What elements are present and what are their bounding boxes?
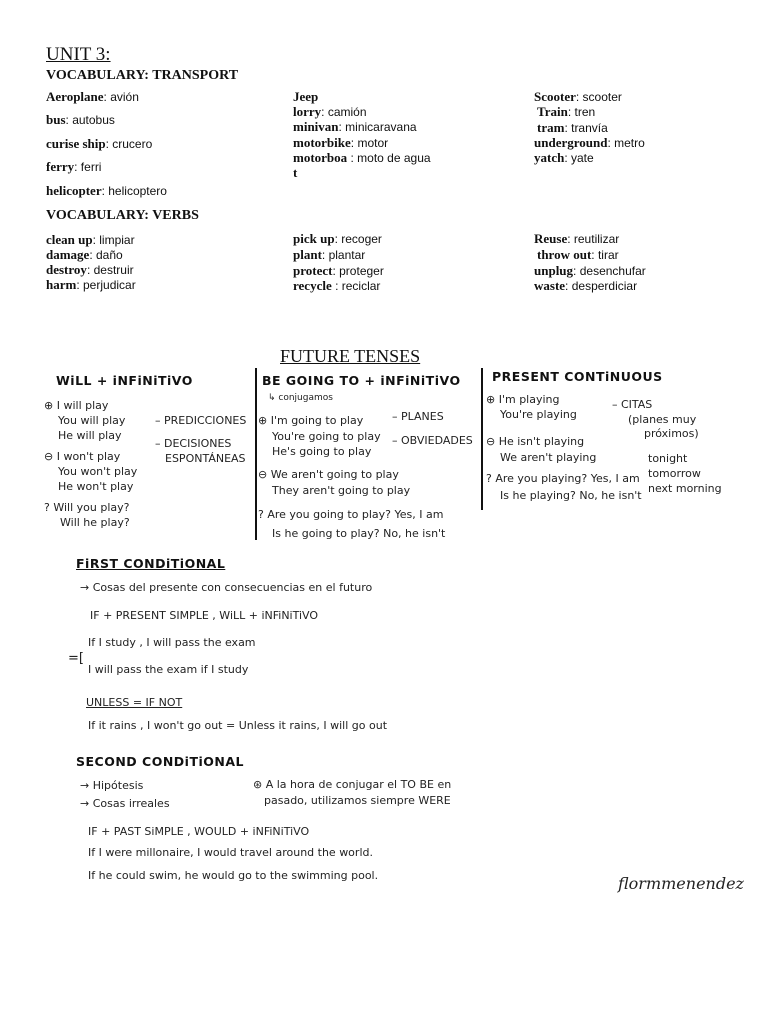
verb-item: recycle : reciclar xyxy=(293,278,381,293)
will-line: ⊖ I won't play xyxy=(44,450,121,463)
equals-bracket: =[ xyxy=(68,651,84,666)
transport-item: tram: tranvía xyxy=(537,120,608,135)
transport-item: t xyxy=(293,165,298,180)
unit-title: UNIT 3: xyxy=(46,44,111,65)
verb-item: waste: desperdiciar xyxy=(534,278,638,293)
verb-item: Reuse: reutilizar xyxy=(534,231,620,246)
present-cont-note: próximos) xyxy=(644,427,699,440)
transport-item: curise ship: crucero xyxy=(46,136,153,151)
will-line: You won't play xyxy=(58,465,138,478)
second-conditional-note: ⊛ A la hora de conjugar el TO BE en xyxy=(253,778,452,791)
going-to-line: Is he going to play? No, he isn't xyxy=(272,527,446,540)
going-to-sub: ↳ conjugamos xyxy=(268,393,333,403)
first-conditional-line: I will pass the exam if I study xyxy=(88,663,249,676)
will-line: You will play xyxy=(58,414,126,427)
present-cont-line: We aren't playing xyxy=(500,451,597,464)
signature: flormmenendez xyxy=(618,874,744,893)
going-to-line: ⊕ I'm going to play xyxy=(258,414,364,427)
transport-item: Jeep xyxy=(293,89,319,104)
will-line: He will play xyxy=(58,429,122,442)
present-cont-note: (planes muy xyxy=(628,413,697,426)
verb-item: unplug: desenchufar xyxy=(534,263,646,278)
verb-item: destroy: destruir xyxy=(46,262,134,277)
transport-item: Aeroplane: avión xyxy=(46,89,139,104)
present-cont-note: – CITAS xyxy=(612,398,653,411)
second-conditional-line: IF + PAST SiMPLE , WOULD + iNFiNiTiVO xyxy=(88,825,310,838)
present-cont-line: Is he playing? No, he isn't xyxy=(500,489,642,502)
first-conditional-line: → Cosas del presente con consecuencias en el futuro xyxy=(80,581,373,594)
first-conditional-line: If it rains , I won't go out = Unless it rains, I will go out xyxy=(88,719,388,732)
going-to-line: ⊖ We aren't going to play xyxy=(258,468,399,481)
transport-item: motorbike: motor xyxy=(293,135,389,150)
present-continuous-heading: PRESENT CONTiNUOUS xyxy=(492,369,663,384)
column-divider xyxy=(481,368,483,510)
present-cont-note: next morning xyxy=(648,482,722,495)
going-to-heading: BE GOING TO + iNFiNiTiVO xyxy=(262,373,461,388)
verbs-heading: VOCABULARY: VERBS xyxy=(46,208,199,223)
verb-item: clean up: limpiar xyxy=(46,232,135,247)
transport-item: motorboa : moto de agua xyxy=(293,150,431,165)
second-conditional-line: If I were millonaire, I would travel around the world. xyxy=(88,846,373,859)
transport-item: helicopter: helicoptero xyxy=(46,183,167,198)
transport-item: minivan: minicaravana xyxy=(293,119,417,134)
verb-item: plant: plantar xyxy=(293,247,366,262)
will-note: – PREDICCIONES xyxy=(155,414,247,427)
will-line: Will he play? xyxy=(60,516,130,529)
going-to-line: ? Are you going to play? Yes, I am xyxy=(258,508,444,521)
verb-item: harm: perjudicar xyxy=(46,277,136,292)
transport-heading: VOCABULARY: TRANSPORT xyxy=(46,68,239,83)
transport-item: Scooter: scooter xyxy=(534,89,622,104)
going-to-line: He's going to play xyxy=(272,445,372,458)
transport-item: Train: tren xyxy=(537,104,596,119)
transport-item: underground: metro xyxy=(534,135,645,150)
going-to-line: You're going to play xyxy=(272,430,381,443)
will-note: – DECISIONES xyxy=(155,437,232,450)
verb-item: damage: daño xyxy=(46,247,123,262)
second-conditional-line: → Cosas irreales xyxy=(80,797,170,810)
will-line: ? Will you play? xyxy=(44,501,130,514)
going-to-note: – OBVIEDADES xyxy=(392,434,473,447)
present-cont-note: tonight xyxy=(648,452,688,465)
present-cont-note: tomorrow xyxy=(648,467,701,480)
first-conditional-heading: FiRST CONDiTiONAL xyxy=(76,556,226,571)
second-conditional-line: If he could swim, he would go to the swimming pool. xyxy=(88,869,379,882)
going-to-line: They aren't going to play xyxy=(272,484,411,497)
present-cont-line: ⊖ He isn't playing xyxy=(486,435,585,448)
transport-item: lorry: camión xyxy=(293,104,367,119)
will-line: He won't play xyxy=(58,480,134,493)
second-conditional-line: → Hipótesis xyxy=(80,779,144,792)
second-conditional-heading: SECOND CONDiTiONAL xyxy=(76,754,244,769)
column-divider xyxy=(255,368,257,540)
transport-item: yatch: yate xyxy=(534,150,594,165)
transport-item: ferry: ferri xyxy=(46,159,102,174)
will-line: ⊕ I will play xyxy=(44,399,109,412)
present-cont-line: ⊕ I'm playing xyxy=(486,393,560,406)
going-to-note: – PLANES xyxy=(392,410,444,423)
present-cont-line: You're playing xyxy=(500,408,577,421)
first-conditional-line: If I study , I will pass the exam xyxy=(88,636,256,649)
transport-item: bus: autobus xyxy=(46,112,115,127)
will-note: ESPONTÁNEAS xyxy=(165,452,246,465)
future-tenses-title: FUTURE TENSES xyxy=(280,346,421,366)
verb-item: protect: proteger xyxy=(293,263,384,278)
verb-item: throw out: tirar xyxy=(537,247,619,262)
verb-item: pick up: recoger xyxy=(293,231,382,246)
first-conditional-line: IF + PRESENT SIMPLE , WiLL + iNFiNiTiVO xyxy=(90,609,319,622)
will-heading: WiLL + iNFiNiTiVO xyxy=(56,373,193,388)
present-cont-line: ? Are you playing? Yes, I am xyxy=(486,472,640,485)
second-conditional-note: pasado, utilizamos siempre WERE xyxy=(264,794,451,807)
first-conditional-line: UNLESS = IF NOT xyxy=(86,696,183,709)
